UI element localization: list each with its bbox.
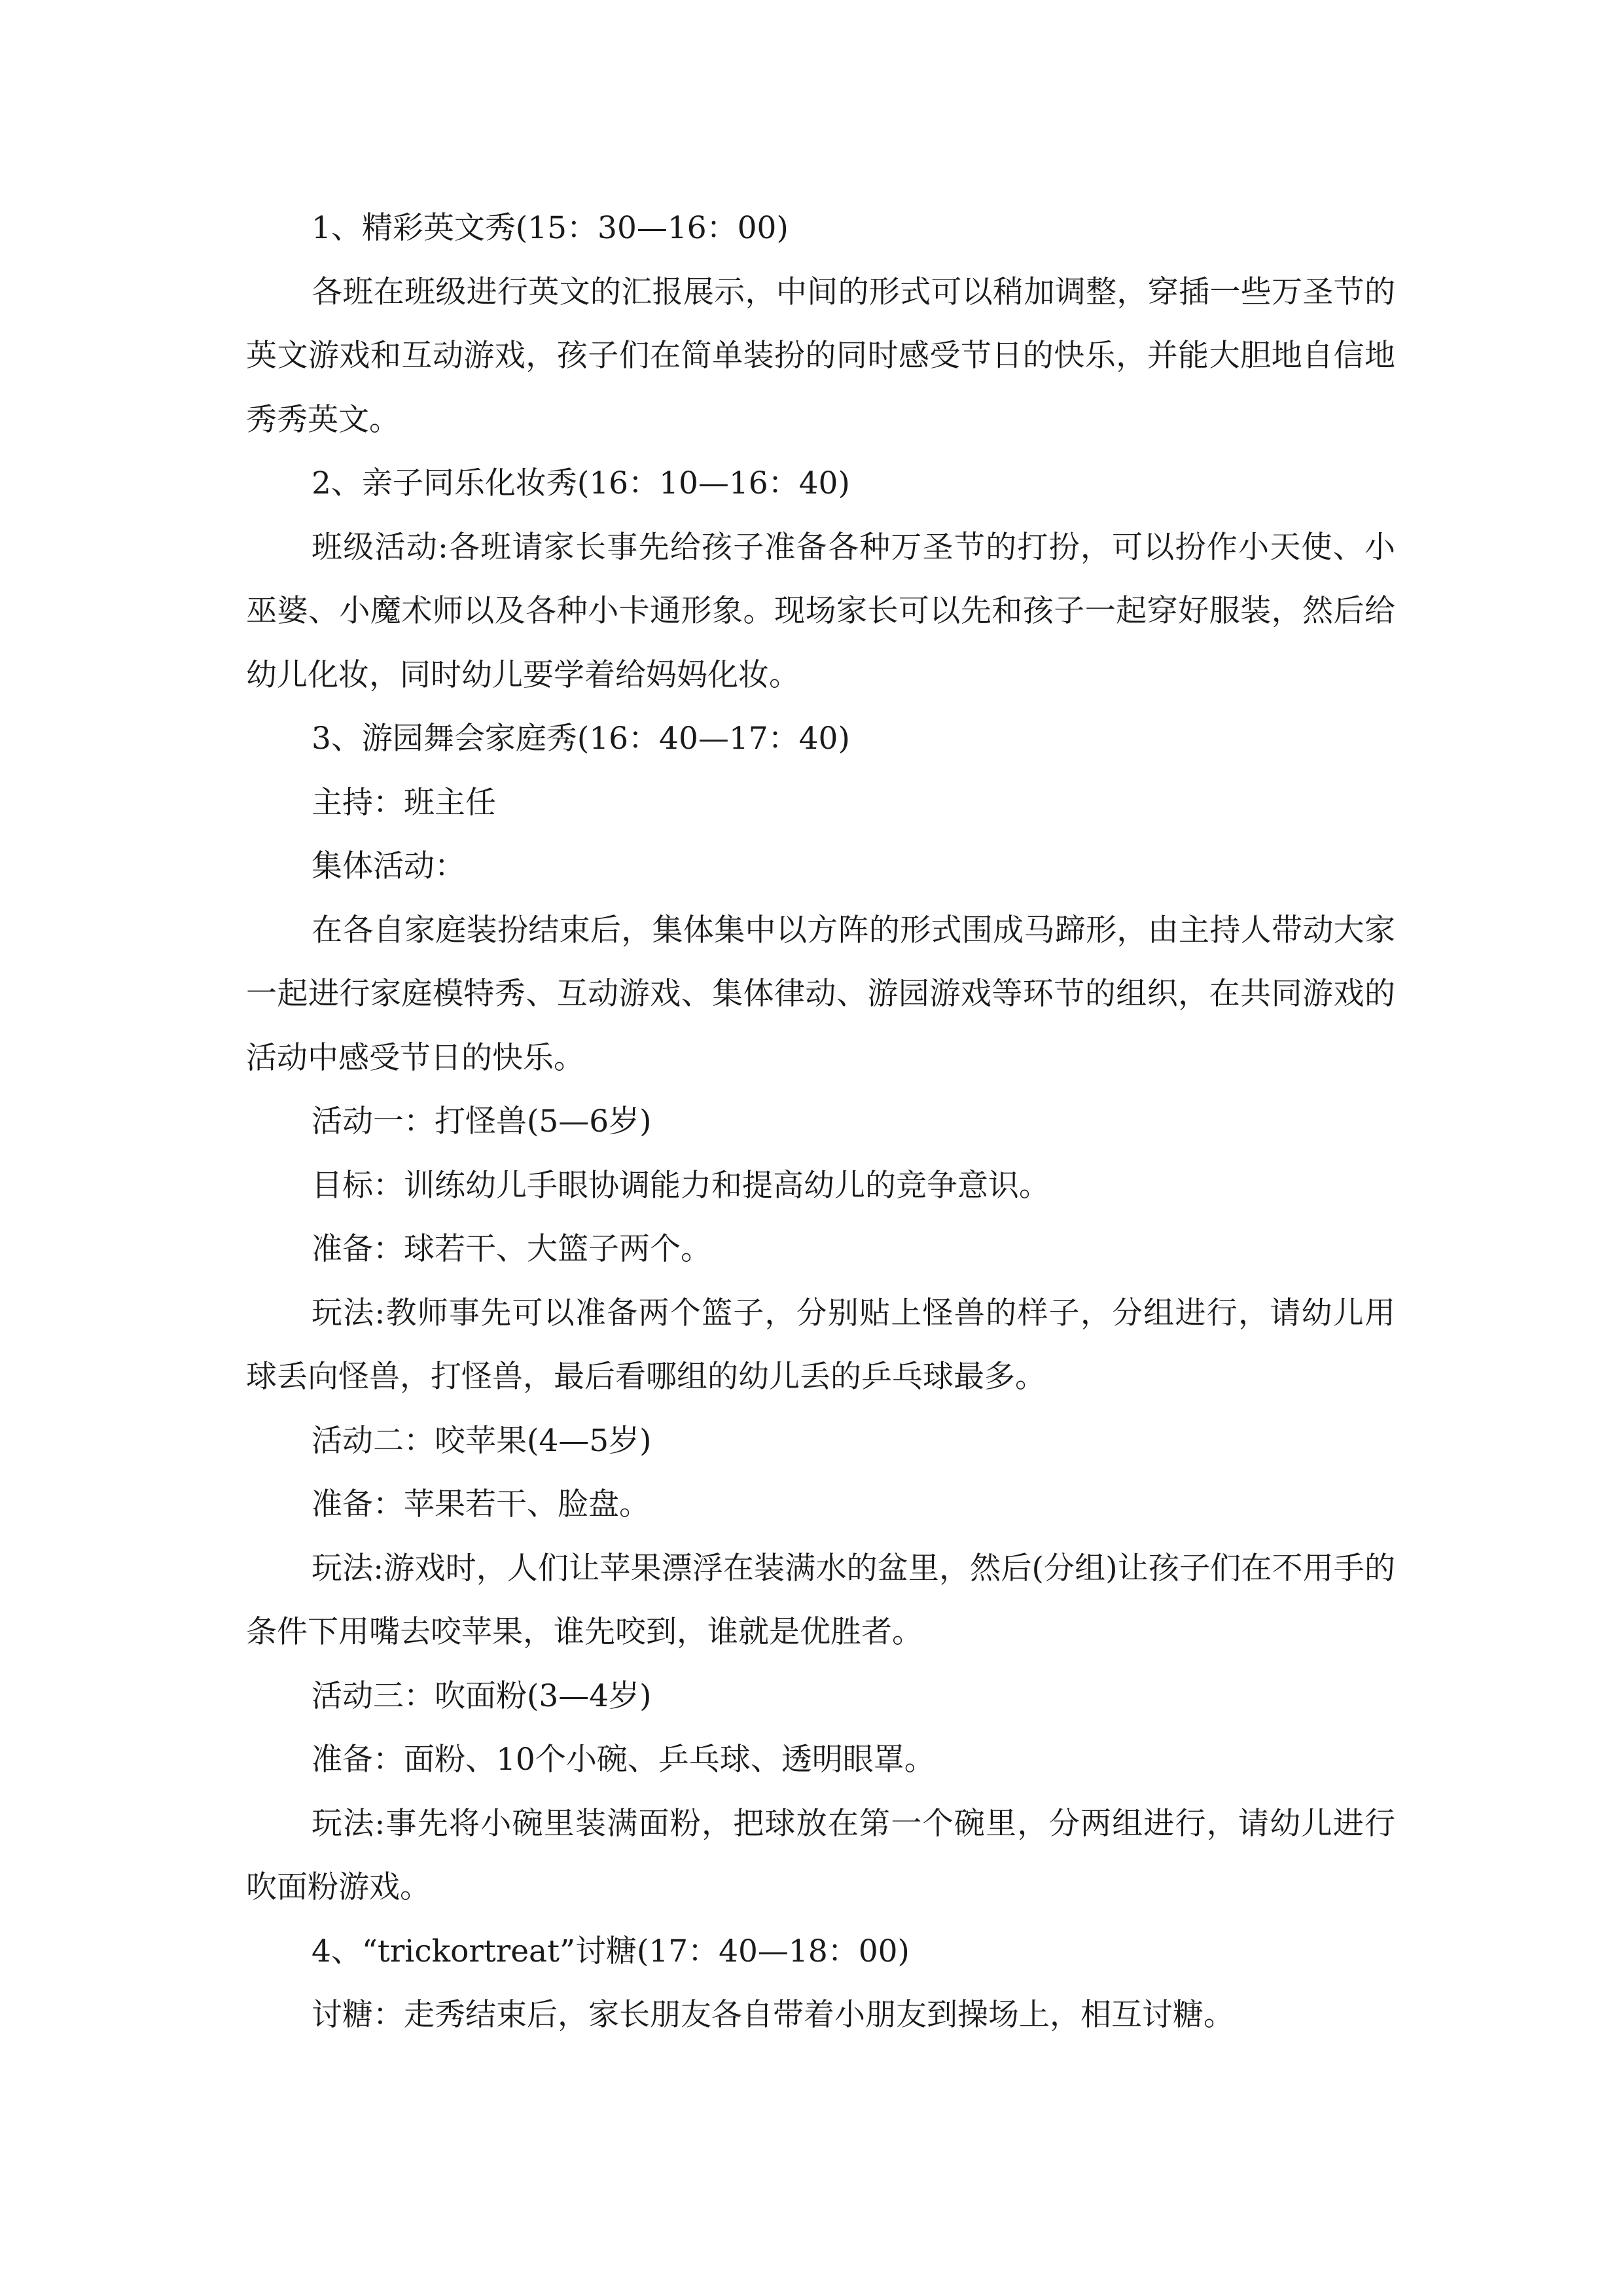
- paragraph-activity-one-goal: 目标：训练幼儿手眼协调能力和提高幼儿的竞争意识。: [312, 1167, 1050, 1204]
- heading-activity-one: 活动一：打怪兽(5—6岁): [312, 1103, 652, 1139]
- heading-activity-two: 活动二：咬苹果(4—5岁): [312, 1422, 652, 1459]
- paragraph-activity-one-play: 玩法:教师事先可以准备两个篮子，分别贴上怪兽的样子，分组进行，请幼儿用球丢向怪兽，打怪兽，最后看哪组的幼儿丢的乒乓球最多。: [246, 1295, 1395, 1395]
- paragraph-activity-three-play: 玩法:事先将小碗里装满面粉，把球放在第一个碗里，分两组进行，请幼儿进行吹面粉游戏。: [246, 1805, 1395, 1905]
- paragraph-class-activity: 班级活动:各班请家长事先给孩子准备各种万圣节的打扮，可以扮作小天使、小巫婆、小魔术师以及各种小卡通形象。现场家长可以先和孩子一起穿好服装，然后给幼儿化妆，同时幼儿要学着给妈妈化妆。: [246, 529, 1395, 693]
- paragraph-host: 主持：班主任: [312, 784, 496, 821]
- heading-activity-three: 活动三：吹面粉(3—4岁): [312, 1677, 652, 1714]
- heading-trick-or-treat: 4、“trickortreat”讨糖(17：40—18：00): [312, 1933, 910, 1969]
- paragraph-group-activity-label: 集体活动：: [312, 848, 465, 884]
- paragraph-english-show: 各班在班级进行英文的汇报展示，中间的形式可以稍加调整，穿插一些万圣节的英文游戏和互动游戏，孩子们在简单装扮的同时感受节日的快乐，并能大胆地自信地秀秀英文。: [246, 274, 1395, 438]
- paragraph-group-activity: 在各自家庭装扮结束后，集体集中以方阵的形式围成马蹄形，由主持人带动大家一起进行家庭模特秀、互动游戏、集体律动、游园游戏等环节的组织，在共同游戏的活动中感受节日的快乐。: [246, 912, 1395, 1076]
- paragraph-activity-two-play: 玩法:游戏时，人们让苹果漂浮在装满水的盆里，然后(分组)让孩子们在不用手的条件下用嘴去咬苹果，谁先咬到，谁就是优胜者。: [246, 1550, 1395, 1650]
- paragraph-activity-two-prep: 准备：苹果若干、脸盘。: [312, 1486, 650, 1522]
- paragraph-activity-three-prep: 准备：面粉、10个小碗、乒乓球、透明眼罩。: [312, 1742, 935, 1778]
- heading-family-show: 3、游园舞会家庭秀(16：40—17：40): [312, 721, 850, 757]
- paragraph-trick-or-treat: 讨糖：走秀结束后，家长朋友各自带着小朋友到操场上，相互讨糖。: [312, 1997, 1234, 2033]
- document-body: [246, 196, 1395, 2047]
- paragraph-activity-one-prep: 准备：球若干、大篮子两个。: [312, 1231, 711, 1267]
- heading-english-show: 1、精彩英文秀(15：30—16：00): [312, 210, 789, 246]
- heading-makeup-show: 2、亲子同乐化妆秀(16：10—16：40): [312, 465, 850, 501]
